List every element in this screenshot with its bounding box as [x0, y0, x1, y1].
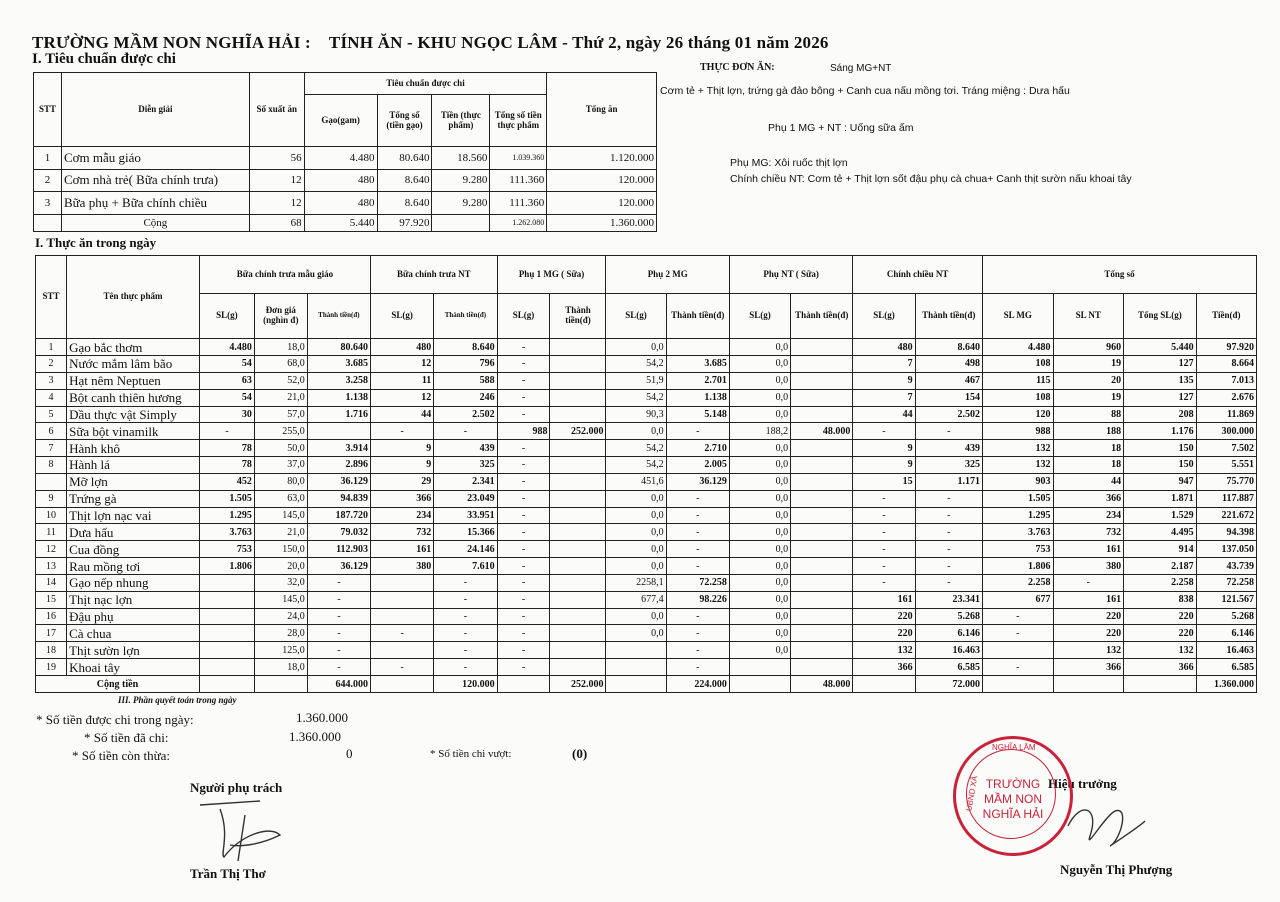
- food-row: 2 Nước mắm lâm bão 54 68,0 3.685 12 796 - 54,2 3.685 0,0 7 498 108 19 127 8.664: [36, 355, 1257, 372]
- group-p2-mg: Phụ 2 MG: [606, 256, 729, 294]
- stamp-line-1: TRƯỜNG: [985, 777, 1041, 791]
- right-signer-role: Hiệu trưởng: [1048, 776, 1117, 791]
- school-name: TRƯỜNG MẦM NON NGHĨA HẢI :: [32, 33, 311, 52]
- food-row: 13 Rau mồng tơi 1.806 20,0 36.129 380 7.610 - 0,0 - 0,0 - - 1.806 380 2.187 43.739: [36, 558, 1257, 575]
- col-rice: Gạo(gam): [304, 95, 377, 147]
- food-row: 16 Đậu phụ 24,0 - - - 0,0 - 0,0 220 5.268 - 220 220 5.268: [36, 608, 1257, 625]
- right-signature: [1060, 796, 1150, 856]
- food-row: 18 Thịt sườn lợn 125,0 - - - - 0,0 132 16.463 132 132 16.463: [36, 642, 1257, 659]
- menu-morning: Sáng MG+NT: [830, 63, 892, 74]
- food-row: 3 Hạt nêm Neptuen 63 52,0 3.258 11 588 - 51,9 2.701 0,0 9 467 115 20 135 7.013: [36, 372, 1257, 389]
- col-group: Tiêu chuẩn được chi: [304, 73, 547, 95]
- left-signer-name: Trần Thị Thơ: [190, 866, 266, 881]
- menu-label: THỰC ĐƠN ĂN:: [700, 62, 775, 73]
- group-p-nt: Phụ NT ( Sữa): [729, 256, 852, 294]
- food-row: 17 Cà chua 28,0 - - - - 0,0 - 0,0 220 6.146 - 220 220 6.146: [36, 625, 1257, 642]
- group-p1-mg: Phụ 1 MG ( Sữa): [497, 256, 606, 294]
- col-total-food: Tổng số tiền thực phẩm: [490, 95, 547, 147]
- food-row: 4 Bột canh thiên hương 54 21,0 1.138 12 246 - 54,2 1.138 0,0 7 154 108 19 127 2.676: [36, 389, 1257, 406]
- group-total: Tổng số: [983, 256, 1257, 294]
- food-table: STT Tên thực phẩm Bữa chính trưa mẫu giáo Bữa chính trưa NT Phụ 1 MG ( Sữa) Phụ 2 MG Phụ NT ( Sữa) Chính chiều NT Tổng số SL(g) Đơn giá (nghìn đ) Thành tiền(đ) SL(g) Thành tiền(đ) SL(g) Thành tiền(đ) SL(g) Thành tiền(đ) SL(g) Thành tiền(đ) SL(g) Thành tiền(đ) SL MG SL NT Tổng SL(g) Tiền(đ) 1 Gạo bắc thơm 4.480 18,0 80.640 480 8.640 - 0,0 0,0 480 8.640 4.480 960 5.440 97.920 2 Nước mắm lâm bão 54 68,0 3.685 12 796 - 54,2 3.685 0,0 7 498 108 19 127 8.664 3 Hạt nêm Neptuen 63 52,0 3.258 11 588 - 51,9 2.701 0,0 9 467 115 20 135 7.013 4 Bột canh thiên hương 54 21,0 1.138 12 246 - 54,2 1.138 0,0 7 154 108 19 127 2.676 5 Dầu thực vật Simply 30 57,0 1.716 44 2.502 - 90,3 5.148 0,0 44 2.502 120 88 208 11.869 6 Sữa bột vinamilk - 255,0 - - 988 252.000 0,0 - 188,2 48.000 - - 988 188 1.176 300.000 7 Hành khô 78 50,0 3.914 9 439 - 54,2 2.710 0,0 9 439 132 18 150 7.502 8 Hành lá 78 37,0 2.896 9 325 - 54,2 2.005 0,0 9 325 132 18 150 5.551 Mỡ lợn 452 80,0 36.129 29 2.341 - 451,6 36.129 0,0 15 1.171 903 44 947 75.770 9 Trứng gà 1.505 63,0 94.839 366 23.049 - 0,0 - 0,0 - - 1.505 366 1.871 117.887 10 Thịt lợn nạc vai 1.295 145,0 187.720 234 33.951 - 0,0 - 0,0 - - 1.295 234 1.529 221.672 11 Dưa hấu 3.763 21,0 79.032 732 15.366 - 0,0 - 0,0 - - 3.763 732 4.495 94.398 12 Cua đồng 753 150,0 112.903 161 24.146 - 0,0 - 0,0 - - 753 161 914 137.050 13 Rau mồng tơi 1.806 20,0 36.129 380 7.610 - 0,0 - 0,0 - - 1.806 380 2.187 43.739 14 Gạo nếp nhung 32,0 - - - 2258,1 72.258 0,0 - - 2.258 - 2.258 72.258 15 Thịt nạc lợn 145,0 - - - 677,4 98.226 0,0 161 23.341 677 161 838 121.567 16 Đậu phụ 24,0 - - - 0,0 - 0,0 220 5.268 - 220 220 5.268 17 Cà chua 28,0 - - - - 0,0 - 0,0 220 6.146 - 220 220 6.146 18 Thịt sườn lợn 125,0 - - - - 0,0 132 16.463 132 132 16.463 19 Khoai tây 18,0 - - - - - 366 6.585 - 366 366 6.585 Cộng tiền 644.000 120.000 252.000 224.000 48.000 72.000 1.360.000: [35, 255, 1257, 693]
- standard-table: [33, 72, 657, 232]
- col-stt: STT: [36, 256, 67, 339]
- standard-row: 1 Cơm mẫu giáo 56 4.480 80.640 18.560 1.039.360 1.120.000: [34, 147, 657, 170]
- standard-row: 3 Bữa phụ + Bữa chính chiều 12 480 8.640 9.280 111.360 120.000: [34, 192, 657, 215]
- settlement-value-3: 0: [346, 746, 353, 761]
- menu-line-4: Chính chiều NT: Cơm tẻ + Thịt lợn sốt đậu phụ cà chua+ Canh thịt sườn nấu khoai tây: [730, 173, 1132, 185]
- left-signature: [190, 795, 300, 865]
- report-title: TÍNH ĂN - KHU NGỌC LÂM - Thứ 2, ngày 26 tháng 01 năm 2026: [328, 33, 829, 52]
- food-row: 14 Gạo nếp nhung 32,0 - - - 2258,1 72.258 0,0 - - 2.258 - 2.258 72.258: [36, 574, 1257, 591]
- food-row: 12 Cua đồng 753 150,0 112.903 161 24.146 - 0,0 - 0,0 - - 753 161 914 137.050: [36, 541, 1257, 558]
- food-row: 6 Sữa bột vinamilk - 255,0 - - 988 252.000 0,0 - 188,2 48.000 - - 988 188 1.176 300.000: [36, 423, 1257, 440]
- section-standard-heading: I. Tiêu chuẩn được chi: [32, 51, 176, 67]
- stamp-line-2: MẦM NON: [984, 792, 1042, 806]
- stamp-ring-left: UBND XÃ: [964, 775, 980, 812]
- settlement-label-3: * Số tiền còn thừa:: [72, 748, 171, 763]
- col-food-name: Tên thực phẩm: [67, 256, 200, 339]
- settlement-value-1: 1.360.000: [296, 710, 348, 725]
- food-total-row: Cộng tiền 644.000 120.000 252.000 224.000 48.000 72.000 1.360.000: [36, 676, 1257, 693]
- stamp-ring-top: NGHĨA LÂM: [992, 743, 1036, 752]
- menu-line-3: Phụ MG: Xôi ruốc thịt lợn: [730, 157, 848, 169]
- food-row: 8 Hành lá 78 37,0 2.896 9 325 - 54,2 2.005 0,0 9 325 132 18 150 5.551: [36, 457, 1257, 474]
- group-nt-lunch: Bữa chính trưa NT: [371, 256, 498, 294]
- section-settlement-heading: III. Phần quyết toán trong ngày: [118, 695, 237, 705]
- food-row: 15 Thịt nạc lợn 145,0 - - - 677,4 98.226 0,0 161 23.341 677 161 838 121.567: [36, 591, 1257, 608]
- food-row: 7 Hành khô 78 50,0 3.914 9 439 - 54,2 2.710 0,0 9 439 132 18 150 7.502: [36, 440, 1257, 457]
- left-signer-role: Người phụ trách: [190, 780, 283, 795]
- col-desc: Diễn giải: [61, 73, 249, 147]
- settlement-value-4: (0): [572, 746, 588, 761]
- food-row: 11 Dưa hấu 3.763 21,0 79.032 732 15.366 - 0,0 - 0,0 - - 3.763 732 4.495 94.398: [36, 524, 1257, 541]
- standard-sum-row: Cộng 68 5.440 97.920 1.262.080 1.360.000: [34, 214, 657, 231]
- food-row: 5 Dầu thực vật Simply 30 57,0 1.716 44 2.502 - 90,3 5.148 0,0 44 2.502 120 88 208 11.869: [36, 406, 1257, 423]
- col-food-money: Tiền (thực phẩm): [432, 95, 490, 147]
- menu-line-2: Phụ 1 MG + NT : Uống sữa ấm: [768, 122, 914, 134]
- settlement-label-4: * Số tiền chi vượt:: [430, 748, 512, 760]
- col-stt: STT: [34, 73, 62, 147]
- school-stamp: [953, 736, 1073, 856]
- settlement-label-2: * Số tiền đã chi:: [84, 730, 169, 745]
- menu-line-1: Cơm tẻ + Thịt lợn, trứng gà đảo bông + Canh cua nấu mồng tơi. Tráng miệng : Dưa hấu: [660, 85, 1070, 97]
- col-total: Tổng ăn: [547, 73, 657, 147]
- food-row: 10 Thịt lợn nạc vai 1.295 145,0 187.720 234 33.951 - 0,0 - 0,0 - - 1.295 234 1.529 221.672: [36, 507, 1257, 524]
- settlement-label-1: * Số tiền được chi trong ngày:: [36, 712, 194, 727]
- document-title: [32, 33, 829, 53]
- standard-row: 2 Cơm nhà trẻ( Bữa chính trưa) 12 480 8.640 9.280 111.360 120.000: [34, 169, 657, 192]
- section-food-heading: I. Thực ăn trong ngày: [35, 235, 157, 250]
- settlement-value-2: 1.360.000: [289, 729, 341, 744]
- group-nt-afternoon: Chính chiều NT: [853, 256, 983, 294]
- group-mg-lunch: Bữa chính trưa mẫu giáo: [199, 256, 370, 294]
- food-row: 1 Gạo bắc thơm 4.480 18,0 80.640 480 8.640 - 0,0 0,0 480 8.640 4.480 960 5.440 97.920: [36, 339, 1257, 356]
- food-row: Mỡ lợn 452 80,0 36.129 29 2.341 - 451,6 36.129 0,0 15 1.171 903 44 947 75.770: [36, 473, 1257, 490]
- col-count: Số xuất ăn: [249, 73, 304, 147]
- food-row: 9 Trứng gà 1.505 63,0 94.839 366 23.049 - 0,0 - 0,0 - - 1.505 366 1.871 117.887: [36, 490, 1257, 507]
- col-total-rice: Tổng số (tiền gạo): [377, 95, 432, 147]
- stamp-line-3: NGHĨA HẢI: [982, 807, 1044, 821]
- right-signer-name: Nguyễn Thị Phượng: [1060, 862, 1173, 877]
- food-row: 19 Khoai tây 18,0 - - - - - 366 6.585 - 366 366 6.585: [36, 659, 1257, 676]
